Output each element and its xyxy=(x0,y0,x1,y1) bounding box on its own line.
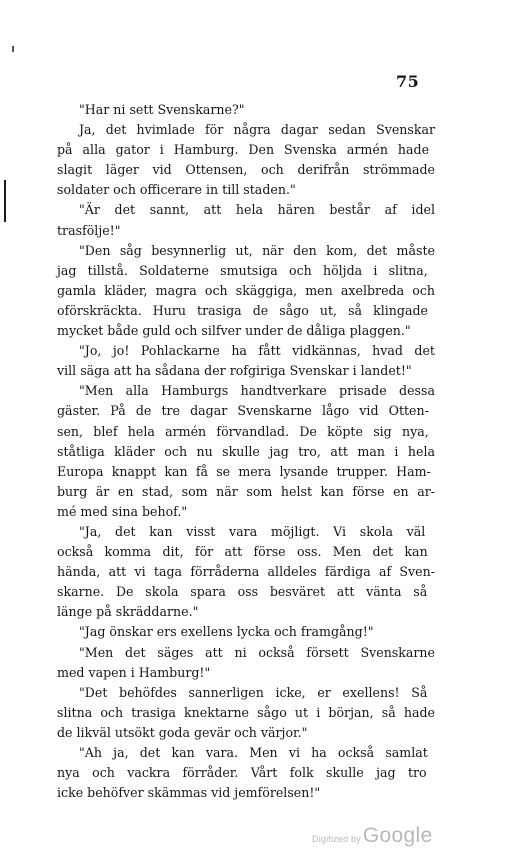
text-line: med vapen i Hamburg!" xyxy=(57,664,211,680)
text-line: ståtliga kläder och nu skulle jag tro, att man i hela xyxy=(57,443,435,459)
text-line: skarne. De skola spara oss besväret att vänta så xyxy=(57,584,428,600)
text-line: sen, blef hela armén förvandlad. De köpte sig nya, xyxy=(57,423,429,439)
watermark-brand: Google xyxy=(362,824,433,847)
text-line: "Är det sannt, att hela hären består af idel xyxy=(79,202,435,218)
body-text xyxy=(57,100,435,803)
text-line: "Har ni sett Svenskarne?" xyxy=(79,102,245,117)
text-line: hända, att vi taga förråderna alldeles färdiga af Sven- xyxy=(57,564,435,580)
text-line: på alla gator i Hamburg. Den Svenska armén hade xyxy=(57,142,430,158)
text-line: länge på skräddarne." xyxy=(57,604,199,620)
binding-edge-mark xyxy=(4,180,6,222)
text-line: "Det behöfdes sannerligen icke, er exellens! Så xyxy=(79,684,428,700)
text-line: "Men alla Hamburgs handtverkare prisade dessa xyxy=(79,383,435,399)
text-line: slitna och trasiga knektarne sågo ut i början, så hade xyxy=(57,704,435,720)
text-line: "Men det säges att ni också försett Svenskarne xyxy=(79,644,435,660)
page-edge-mark xyxy=(12,46,14,52)
text-line: mé med sina behof." xyxy=(57,503,188,519)
text-line: "Jag önskar ers exellens lycka och framgång!" xyxy=(79,624,374,640)
digitization-watermark xyxy=(312,824,432,848)
text-line: burg är en stad, som när som helst kan förse en ar- xyxy=(57,483,435,499)
text-line: oförskräckta. Huru trasiga de sågo ut, så klingade xyxy=(57,302,428,318)
text-line: Ja, det hvimlade för några dagar sedan Svenskar xyxy=(79,122,435,138)
text-line: soldater och officerare in till staden." xyxy=(57,182,296,198)
watermark-prefix: Digitized by xyxy=(312,834,361,844)
text-line: gamla kläder, magra och skäggiga, men axelbreda och xyxy=(57,282,435,298)
text-line: vill säga att ha sådana der rofgiriga Svenskar i landet!" xyxy=(57,363,412,379)
text-line: "Ja, det kan visst vara möjligt. Vi skola väl xyxy=(79,523,426,539)
page-number: 75 xyxy=(396,72,420,91)
text-line: gäster. På de tre dagar Svenskarne lågo vid Otten- xyxy=(57,403,429,419)
text-line: "Den såg besynnerlig ut, när den kom, det måste xyxy=(79,242,435,258)
text-line: slagit läger vid Ottensen, och derifrån strömmade xyxy=(57,162,435,178)
text-line: mycket både guld och silfver under de dåliga plaggen." xyxy=(57,323,411,339)
text-line: de likväl utsökt goda gevär och värjor." xyxy=(57,724,308,740)
text-line: också komma dit, för att förse oss. Men det kan xyxy=(57,544,428,560)
text-line: icke behöfver skämmas vid jemförelsen!" xyxy=(57,785,321,801)
text-line: Europa knappt kan få se mera lysande trupper. Ham- xyxy=(57,463,431,479)
text-line: jag tillstå. Soldaterne smutsiga och höljda i slitna, xyxy=(57,262,428,278)
text-line: trasfölje!" xyxy=(57,222,121,238)
text-line: "Ah ja, det kan vara. Men vi ha också samlat xyxy=(79,745,428,760)
text-line: "Jo, jo! Pohlackarne ha fått vidkännas, hvad det xyxy=(79,343,435,359)
text-line: nya och vackra förråder. Vårt folk skulle jag tro xyxy=(57,765,427,781)
